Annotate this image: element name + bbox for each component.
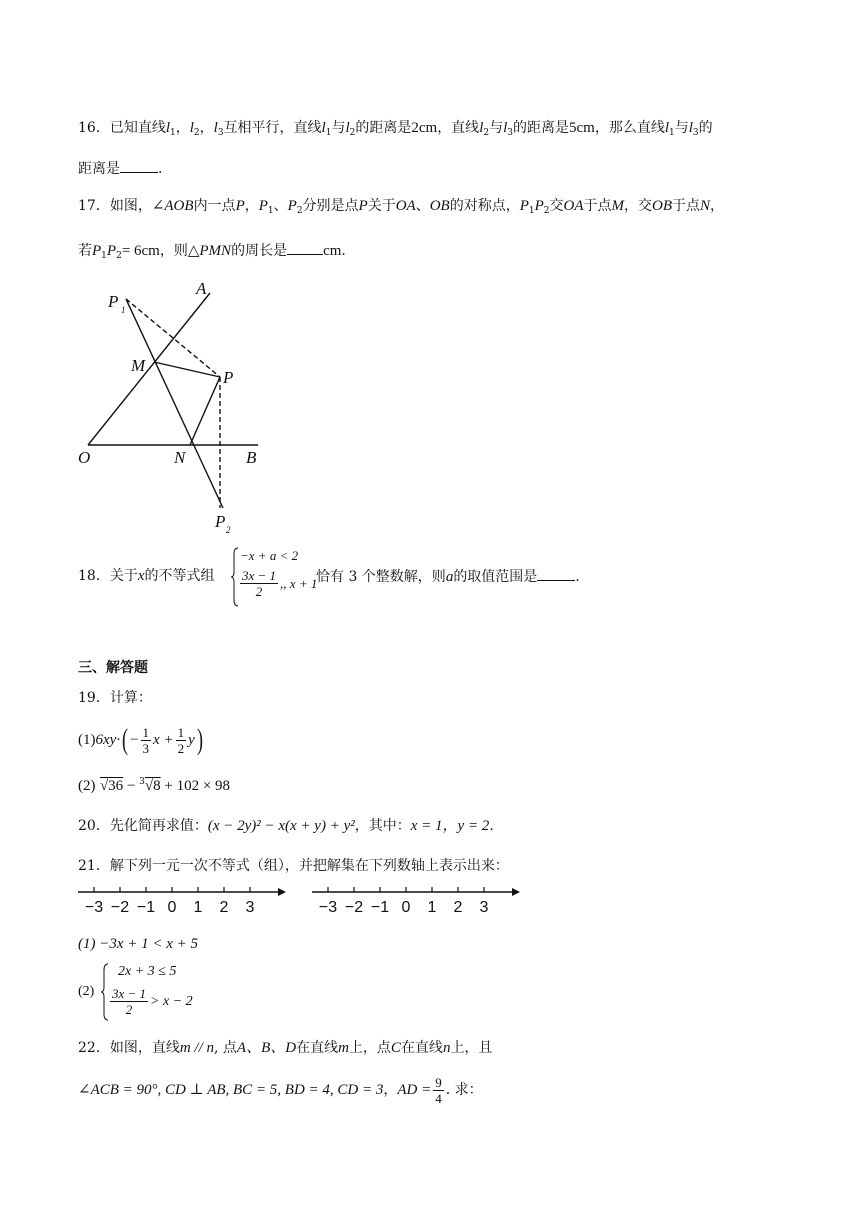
q18-line-b [316, 566, 580, 587]
var-p2: P [106, 243, 117, 259]
var-p2: P [287, 198, 297, 214]
answer-blank[interactable] [537, 566, 575, 581]
sub: 2 [193, 128, 200, 138]
q21-part1: (1) −3x + 1 < x + 5 [78, 936, 199, 952]
frac-num: 1 [142, 724, 150, 740]
q16-text: ，直线 [437, 120, 480, 136]
segment-pn [190, 377, 220, 445]
parallel-mn: m // n [179, 1040, 214, 1056]
q17-text: 的对称点， [449, 198, 520, 214]
tick-label: −3 [84, 899, 104, 916]
tick-label: −1 [370, 899, 390, 916]
tick-label: −2 [344, 899, 364, 916]
sep: 、 [273, 198, 288, 214]
q17-text: 17．如图， [78, 198, 152, 214]
q18-text: 的取值范围是 [453, 569, 538, 585]
sep: ， [199, 120, 214, 136]
sub: 1 [669, 128, 675, 138]
var-l1: l [321, 120, 326, 136]
var-p: P [235, 198, 245, 214]
q16-text: 与 [331, 120, 346, 136]
frac-den: 2 [125, 1002, 133, 1017]
frac-den: 3 [142, 740, 150, 756]
q19-part1 [78, 722, 205, 758]
q17-text: 交 [549, 198, 564, 214]
var-m: m [338, 1040, 349, 1056]
q21-title: 21．解下列一元一次不等式（组），并把解集在下列数轴上表示出来： [78, 858, 509, 874]
frac-num: 1 [177, 724, 185, 740]
dist-5cm: 5cm [569, 120, 595, 136]
q17-text: 分别是点 [302, 198, 359, 214]
q22-text: 22．如图，直线 [78, 1040, 180, 1056]
ineq-2 [238, 568, 317, 599]
q16-text: 的距离是 [355, 120, 412, 136]
q17-text: 的周长是 [231, 243, 288, 259]
q22-text: 上，且 [450, 1040, 493, 1056]
sub: 2 [296, 206, 303, 216]
q16-line2 [78, 158, 162, 179]
expr: + 102 × 98 [160, 778, 231, 794]
tick-label: 3 [245, 899, 255, 916]
var-p: P [358, 198, 368, 214]
frac-num: 9 [435, 1074, 442, 1090]
q16-text: 与 [674, 120, 689, 136]
q22-text: 在直线 [400, 1040, 443, 1056]
q17-text: 内一点 [193, 198, 236, 214]
q18-text: 的不等式组 [144, 568, 215, 584]
unit-cm: cm [323, 243, 342, 259]
period: . [341, 243, 346, 259]
sep: 、 [415, 198, 430, 214]
sub: 2 [543, 206, 550, 216]
period: . [158, 161, 163, 177]
q17-text: 于点 [672, 198, 701, 214]
q16-line1 [78, 118, 713, 143]
part-label: (2) [78, 778, 96, 794]
var-l2: l [345, 120, 350, 136]
dist-2cm: 2cm [411, 120, 438, 136]
q18-system [230, 546, 320, 608]
q16-text: 互相平行，直线 [223, 120, 322, 136]
section-title: 三、解答题 [78, 660, 148, 676]
condition: x = 1，y = 2 [410, 818, 490, 834]
var-m: M [611, 198, 625, 214]
var-ob: OB [652, 198, 673, 214]
root-index: 3 [139, 777, 145, 787]
q21-part2 [78, 962, 298, 1024]
tick-label: −3 [318, 899, 338, 916]
sqrt-36: √36 [99, 778, 124, 794]
var-l3: l [213, 120, 218, 136]
tick-label: −2 [110, 899, 130, 916]
tick-label: 2 [219, 899, 229, 916]
tick-label: 0 [167, 899, 177, 916]
answer-blank[interactable] [287, 240, 323, 255]
q16-text: ，那么直线 [594, 120, 665, 136]
q18-text: 恰有 3 个整数解，则 [316, 569, 446, 585]
frac-num: 3x − 1 [242, 568, 277, 583]
var-n: N [700, 198, 711, 214]
points-abd: A、B、D [236, 1040, 297, 1056]
triangle-pmn: △PMN [187, 243, 232, 259]
eq-6cm: = 6cm [121, 243, 160, 259]
angle-aob: ∠AOB [151, 198, 194, 214]
label-p2: P [215, 512, 226, 531]
conditions: ∠ACB = 90°, CD ⊥ AB, BC = 5, BD = 4, CD = 3 [78, 1082, 384, 1098]
expr: (x − 2y)² − x(x + y) + y² [207, 818, 355, 834]
ineq-1: −x + a < 2 [240, 548, 299, 563]
tick-label: −1 [136, 899, 156, 916]
frac-den: 2 [255, 584, 263, 599]
sub: 3 [692, 128, 699, 138]
q16-text: 16．已知直线 [78, 120, 166, 136]
q20-line [78, 816, 494, 836]
q17-text: ，则 [159, 243, 188, 259]
fraction [110, 986, 148, 1017]
segment-mp [154, 362, 220, 377]
figure-17-geometry [70, 275, 280, 540]
label-p1-sub: 1 [121, 305, 126, 315]
sub: 2 [116, 251, 122, 261]
number-line-2 [312, 884, 522, 918]
number-line-1 [78, 884, 288, 918]
q19-part2 [78, 772, 230, 796]
part-label: (2) [78, 984, 95, 999]
paren-open: ( [122, 723, 129, 756]
ineq-2 [108, 986, 193, 1017]
label-o: O [78, 448, 91, 467]
var-l3: l [688, 120, 693, 136]
sub: 3 [217, 128, 224, 138]
label-p2-sub: 2 [226, 525, 231, 535]
sep: ， [175, 120, 190, 136]
var-n: n [442, 1040, 451, 1056]
var-ob: OB [429, 198, 450, 214]
label-p: P [223, 368, 234, 387]
sep: ， [710, 198, 725, 214]
var-c: C [390, 1040, 401, 1056]
sub: 2 [483, 128, 490, 138]
q17-text: 于点 [583, 198, 612, 214]
var-oa: OA [395, 198, 416, 214]
var-l1: l [664, 120, 669, 136]
sub: 1 [325, 128, 332, 138]
tick-label: 0 [401, 899, 411, 916]
q17-line2 [78, 240, 346, 266]
sub: 2 [349, 128, 356, 138]
fraction [240, 568, 278, 599]
var-l1: l [165, 120, 170, 136]
sep: ， [244, 198, 259, 214]
q16-text: 的 [698, 120, 713, 136]
q22-line1 [78, 1038, 492, 1058]
fraction [433, 1075, 444, 1106]
q17-text: 关于 [367, 198, 396, 214]
q18-text: 18．关于 [78, 568, 138, 584]
sub: 1 [528, 206, 535, 216]
sub: 1 [267, 206, 274, 216]
q22-text: 在直线 [296, 1040, 339, 1056]
var-p1: P [519, 198, 529, 214]
minus: − [123, 778, 140, 794]
var-p1: P [258, 198, 268, 214]
q17-text: 若 [78, 243, 92, 259]
tick-label: 1 [427, 899, 437, 916]
frac-den: 4 [435, 1090, 442, 1106]
ad-eq: AD = [397, 1082, 432, 1098]
sub: 3 [507, 128, 513, 138]
tick-label: 2 [453, 899, 463, 916]
q17-line1 [78, 196, 724, 221]
cbrt-8: √8 [144, 778, 161, 794]
paren-close: ) [196, 723, 203, 756]
fraction [176, 725, 187, 756]
ray-oa [88, 293, 210, 445]
ineq-rest: ,, x + 1 [280, 575, 318, 591]
sub: 1 [170, 128, 176, 138]
expr: y [188, 732, 195, 748]
q16-text: 与 [489, 120, 504, 136]
label-a: A [196, 279, 207, 298]
sep: ， [383, 1082, 398, 1098]
arrow-icon [278, 888, 286, 896]
sub: 1 [101, 251, 107, 261]
var-l2: l [479, 120, 484, 136]
q18-line [78, 566, 215, 586]
q22-line2 [78, 1070, 483, 1110]
var-p1: P [92, 243, 102, 259]
label-m: M [131, 356, 146, 375]
tick-label: 1 [193, 899, 203, 916]
var-l2: l [189, 120, 194, 136]
expr: 6xy· [95, 732, 121, 748]
q16-text: 的距离是 [513, 120, 569, 136]
frac-num: 3x − 1 [112, 986, 147, 1001]
q20-text: 20．先化简再求值： [78, 818, 208, 834]
var-p2: P [534, 198, 544, 214]
label-p1: P [108, 292, 119, 311]
var-a: a [445, 569, 454, 585]
var-oa: OA [563, 198, 584, 214]
tick-label: 3 [479, 899, 489, 916]
q22-text: 上，点 [348, 1040, 391, 1056]
label-b: B [246, 448, 257, 467]
q20-text: ，其中： [354, 818, 411, 834]
part-label: (1) [78, 732, 96, 748]
fraction [141, 725, 152, 756]
var-x: x [137, 568, 145, 584]
q16-text: 距离是 [78, 161, 120, 177]
q22-text: , 点 [214, 1040, 237, 1056]
arrow-icon [512, 888, 520, 896]
period: . [575, 569, 580, 585]
ineq-1: 2x + 3 ≤ 5 [118, 964, 177, 979]
period: . [489, 818, 494, 834]
q19-title: 19．计算： [78, 690, 152, 706]
frac-den: 2 [177, 740, 185, 756]
ineq-rest: > x − 2 [150, 993, 193, 1009]
q17-text: ，交 [624, 198, 653, 214]
q22-text: . 求： [445, 1082, 483, 1098]
label-n: N [174, 448, 186, 467]
expr: x + [153, 732, 174, 748]
answer-blank[interactable] [120, 158, 158, 173]
var-l3: l [503, 120, 508, 136]
minus: − [130, 732, 139, 748]
